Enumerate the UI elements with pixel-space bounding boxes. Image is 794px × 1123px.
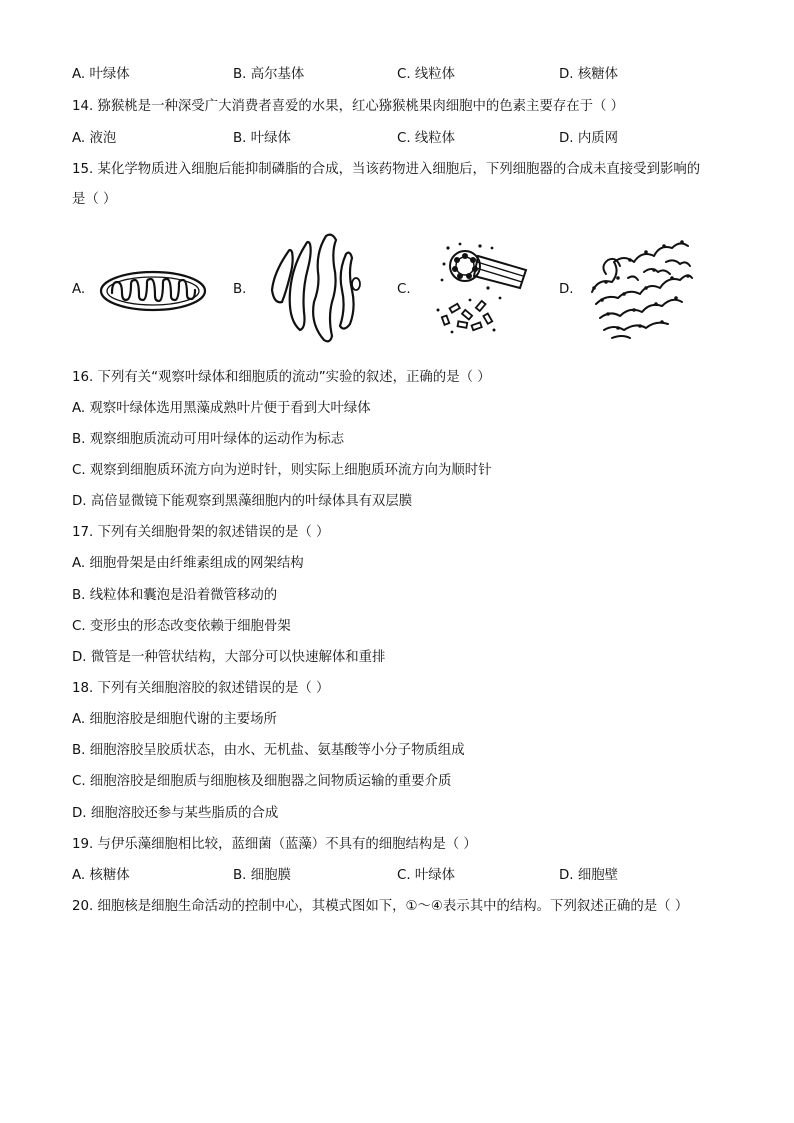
q14-option-b: B. 叶绿体 — [233, 131, 291, 146]
q13-option-a: A. 叶绿体 — [72, 67, 130, 82]
q19-option-c: C. 叶绿体 — [397, 868, 456, 883]
q15-figure-label-c: C. — [397, 282, 411, 297]
q14-stem: 14. 猕猴桃是一种深受广大消费者喜爱的水果，红心猕猴桃果肉细胞中的色素主要存在于（ ） — [72, 99, 625, 114]
q18-option-a: A. 细胞溶胶是细胞代谢的主要场所 — [72, 712, 277, 727]
q15-figure-label-d: D. — [559, 282, 574, 297]
q16-option-d: D. 高倍显微镜下能观察到黑藻细胞内的叶绿体具有双层膜 — [72, 494, 413, 509]
q17-option-d: D. 微管是一种管状结构，大部分可以快速解体和重排 — [72, 650, 386, 665]
q18-option-d: D. 细胞溶胶还参与某些脂质的合成 — [72, 806, 279, 821]
q16-stem: 16. 下列有关“观察叶绿体和细胞质的流动”实验的叙述，正确的是（ ） — [72, 370, 491, 385]
q15-figure-label-a: A. — [72, 282, 86, 297]
centrosome-figure — [430, 240, 532, 336]
q16-option-a: A. 观察叶绿体选用黑藻成熟叶片便于看到大叶绿体 — [72, 401, 371, 416]
q15-stem-line1: 15. 某化学物质进入细胞后能抑制磷脂的合成，当该药物进入细胞后，下列细胞器的合成未直接受到影响的 — [72, 162, 701, 177]
q17-option-a: A. 细胞骨架是由纤维素组成的网架结构 — [72, 556, 304, 571]
q13-option-d: D. 核糖体 — [559, 67, 618, 82]
q13-option-c: C. 线粒体 — [397, 67, 456, 82]
q19-option-b: B. 细胞膜 — [233, 868, 291, 883]
q14-option-c: C. 线粒体 — [397, 131, 456, 146]
q13-option-b: B. 高尔基体 — [233, 67, 305, 82]
q15-stem-line2: 是（ ） — [72, 192, 117, 207]
q18-option-c: C. 细胞溶胶是细胞质与细胞核及细胞器之间物质运输的重要介质 — [72, 774, 452, 789]
q19-stem: 19. 与伊乐藻细胞相比较，蓝细菌（蓝藻）不具有的细胞结构是（ ） — [72, 837, 477, 852]
q19-option-d: D. 细胞壁 — [559, 868, 618, 883]
q14-option-a: A. 液泡 — [72, 131, 117, 146]
endoplasmic-reticulum-figure — [584, 232, 696, 342]
q17-stem: 17. 下列有关细胞骨架的叙述错误的是（ ） — [72, 525, 330, 540]
q17-option-c: C. 变形虫的形态改变依赖于细胞骨架 — [72, 619, 291, 634]
q18-option-b: B. 细胞溶胶呈胶质状态，由水、无机盐、氨基酸等小分子物质组成 — [72, 743, 465, 758]
q16-option-b: B. 观察细胞质流动可用叶绿体的运动作为标志 — [72, 432, 345, 447]
golgi-apparatus-figure — [266, 232, 362, 346]
q16-option-c: C. 观察到细胞质环流方向为逆时针，则实际上细胞质环流方向为顺时针 — [72, 463, 492, 478]
mitochondrion-figure — [98, 268, 208, 314]
q20-stem: 20. 细胞核是细胞生命活动的控制中心，其模式图如下，①～④表示其中的结构。下列叙述正确的是（ ） — [72, 899, 689, 914]
q19-option-a: A. 核糖体 — [72, 868, 130, 883]
q17-option-b: B. 线粒体和囊泡是沿着微管移动的 — [72, 588, 278, 603]
q14-option-d: D. 内质网 — [559, 131, 618, 146]
q15-figure-label-b: B. — [233, 282, 247, 297]
q18-stem: 18. 下列有关细胞溶胶的叙述错误的是（ ） — [72, 681, 330, 696]
